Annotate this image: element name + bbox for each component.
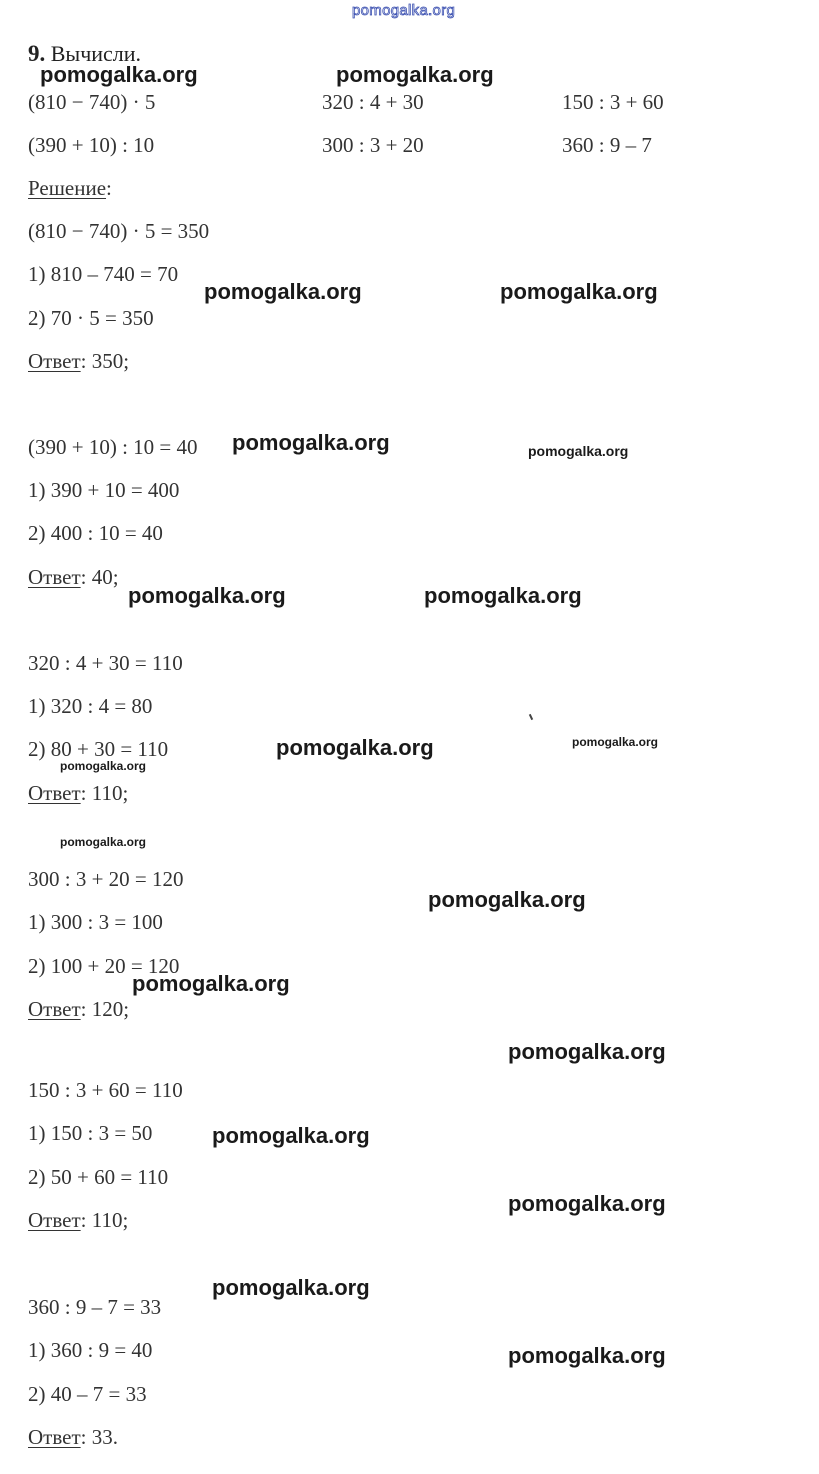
solution-2-step-2: 2) 400 : 10 = 40: [28, 521, 163, 545]
watermark: pomogalka.org: [508, 1039, 666, 1064]
solution-3-answer: [28, 781, 128, 805]
solution-5-step-1: 1) 150 : 3 = 50: [28, 1121, 153, 1145]
solution-1-equation: (810 − 740) · 5 = 350: [28, 219, 210, 243]
watermark: pomogalka.org: [232, 430, 390, 455]
watermark: pomogalka.org: [60, 759, 147, 773]
solution-4-step-2: 2) 100 + 20 = 120: [28, 954, 180, 978]
expression-2: 320 : 4 + 30: [322, 90, 424, 114]
answer-label: Ответ: [28, 997, 81, 1021]
solution-1-step-1: 1) 810 – 740 = 70: [28, 262, 179, 286]
watermark: pomogalka.org: [428, 887, 586, 912]
answer-label: Ответ: [28, 565, 81, 589]
solution-5-answer: [28, 1208, 128, 1232]
watermark: pomogalka.org: [508, 1343, 666, 1368]
watermark: pomogalka.org: [212, 1275, 370, 1300]
solution-5-equation: 150 : 3 + 60 = 110: [28, 1078, 183, 1102]
solution-4-equation: 300 : 3 + 20 = 120: [28, 867, 184, 891]
expression-1: (810 − 740) · 5: [28, 90, 156, 114]
solution-2-step-1: 1) 390 + 10 = 400: [28, 478, 180, 502]
expression-3: 150 : 3 + 60: [562, 90, 664, 114]
answer-value: : 110;: [80, 1208, 129, 1232]
expression-4: (390 + 10) : 10: [28, 133, 155, 157]
answer-value: : 33.: [80, 1425, 118, 1449]
solution-6-step-2: 2) 40 – 7 = 33: [28, 1382, 147, 1406]
watermark: pomogalka.org: [276, 735, 434, 760]
solution-3-equation: 320 : 4 + 30 = 110: [28, 651, 183, 675]
watermark: pomogalka.org: [60, 835, 147, 849]
answer-value: : 350;: [80, 349, 130, 373]
solution-4-answer: [28, 997, 129, 1021]
watermark: pomogalka.org: [40, 62, 198, 87]
solution-heading: Решение:: [28, 176, 112, 200]
answer-label: Ответ: [28, 349, 81, 373]
solution-6-equation: 360 : 9 – 7 = 33: [28, 1295, 162, 1319]
solution-3-step-2: 2) 80 + 30 = 110: [28, 737, 169, 761]
answer-value: : 40;: [80, 565, 119, 589]
answer-value: : 120;: [80, 997, 130, 1021]
scan-speck: [529, 714, 533, 720]
solution-2-answer: [28, 565, 119, 589]
watermark: pomogalka.org: [336, 62, 494, 87]
task-title: Вычисли.: [50, 41, 142, 66]
header-watermark[interactable]: pomogalka.org: [352, 2, 456, 19]
watermark: pomogalka.org: [128, 583, 286, 608]
solution-4-step-1: 1) 300 : 3 = 100: [28, 910, 163, 934]
solution-1-answer: [28, 349, 129, 373]
watermark: pomogalka.org: [572, 735, 659, 749]
watermark: pomogalka.org: [212, 1123, 370, 1148]
answer-value: : 110;: [80, 781, 129, 805]
watermark: pomogalka.org: [204, 279, 362, 304]
solution-label: Решение: [28, 176, 107, 200]
task-number: 9.: [28, 41, 46, 66]
solution-3-step-1: 1) 320 : 4 = 80: [28, 694, 153, 718]
watermark: pomogalka.org: [132, 971, 290, 996]
watermark: pomogalka.org: [508, 1191, 666, 1216]
answer-label: Ответ: [28, 781, 81, 805]
solution-6-answer: [28, 1425, 118, 1449]
watermark: pomogalka.org: [528, 443, 629, 459]
watermark: pomogalka.org: [424, 583, 582, 608]
answer-label: Ответ: [28, 1425, 81, 1449]
solution-1-step-2: 2) 70 · 5 = 350: [28, 306, 154, 330]
watermark: pomogalka.org: [500, 279, 658, 304]
solution-5-step-2: 2) 50 + 60 = 110: [28, 1165, 169, 1189]
solution-6-step-1: 1) 360 : 9 = 40: [28, 1338, 153, 1362]
expression-5: 300 : 3 + 20: [322, 133, 424, 157]
answer-label: Ответ: [28, 1208, 81, 1232]
solution-2-equation: (390 + 10) : 10 = 40: [28, 435, 198, 459]
expression-6: 360 : 9 – 7: [562, 133, 652, 157]
